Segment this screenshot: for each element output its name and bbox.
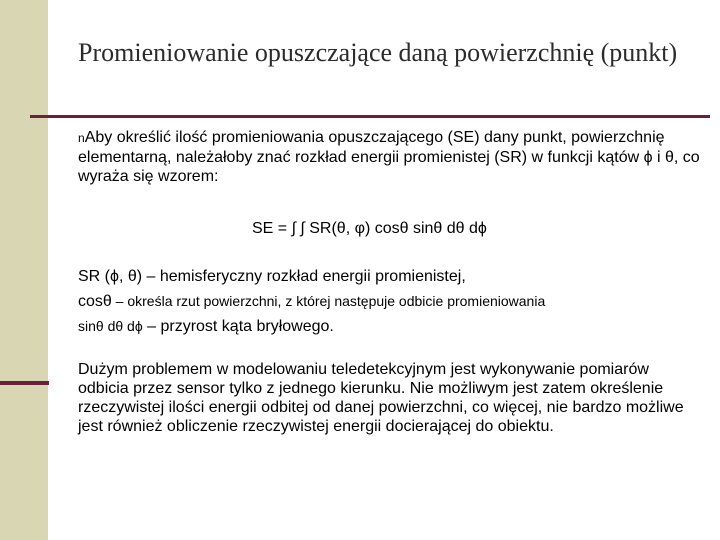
intro-paragraph	[78, 128, 708, 186]
definition-solid-angle	[78, 314, 718, 339]
definition-term: sinθ dθ dϕ	[78, 318, 143, 334]
definition-sr	[78, 265, 718, 289]
slide-title: Promieniowanie opuszczające daną powierzchnię (punkt)	[78, 38, 678, 67]
definition-desc: – przyrost kąta bryłowego.	[142, 318, 334, 335]
title-underline	[30, 115, 710, 118]
definition-term: cosθ	[78, 293, 112, 310]
definition-desc: – hemisferyczny rozkład energii promienistej,	[142, 268, 466, 285]
definitions-list	[78, 265, 718, 339]
conclusion-paragraph: Dużym problemem w modelowaniu teledetekcyjnym jest wykonywanie pomiarów odbicia przez sensor tylko z jednego kierunku. Nie możliwym jest zatem określenie rzeczywistej ilości energii odbitej od danej powierzchni, co więcej, nie bardzo możliwe jest również obliczenie rzeczywistej energii docierającej do obiektu.	[78, 361, 684, 435]
definition-desc: – określa rzut powierzchni, z której następuje odbicie promieniowania	[111, 293, 546, 309]
left-accent-line	[0, 381, 49, 385]
bullet-icon: n	[78, 131, 85, 145]
definition-cos	[78, 289, 718, 314]
definition-term: SR (ϕ, θ)	[78, 268, 143, 285]
formula: SE = ∫ ∫ SR(θ, φ) cosθ sinθ dθ dϕ	[252, 220, 487, 237]
intro-text: Aby określić ilość promieniowania opuszczającego (SE) dany punkt, powierzchnię elementarną, należałoby znać rozkład energii promienistej (SR) w funkcji kątów ϕ i θ, co wyraża się wzorem:	[78, 129, 700, 185]
left-decorative-bar	[0, 0, 48, 540]
